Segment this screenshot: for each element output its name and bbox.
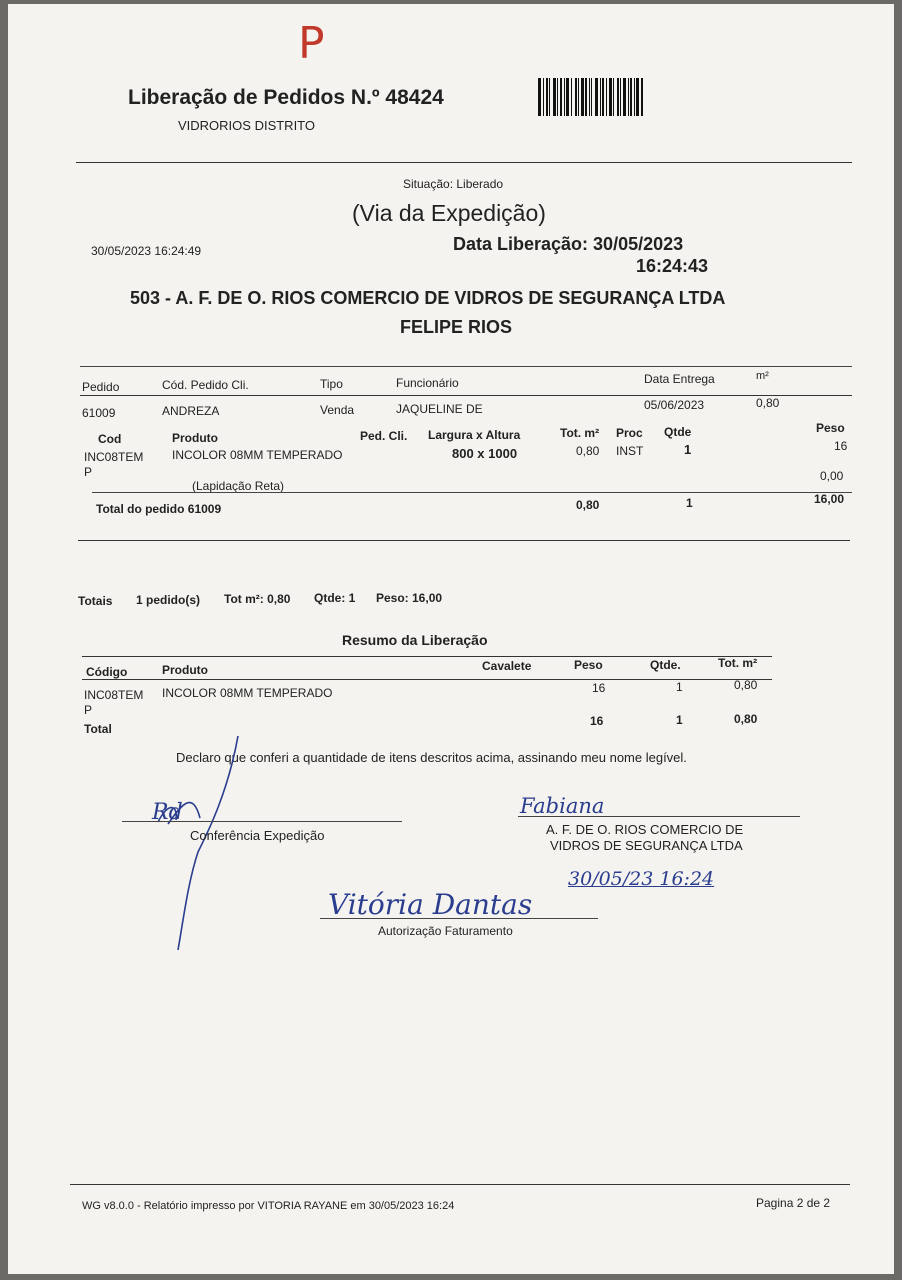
summary-cavalete-label: Cavalete <box>482 659 532 673</box>
declaration-text: Declaro que conferi a quantidade de itens descritos acima, assinando meu nome legível. <box>176 750 687 765</box>
header-divider <box>76 162 852 163</box>
item-dimensions: 800 x 1000 <box>452 446 518 461</box>
tipo-value: Venda <box>320 403 355 417</box>
summary-produto-label: Produto <box>162 663 208 677</box>
item-cod-line1: INC08TEM <box>84 450 144 464</box>
item-sub-desc: (Lapidação Reta) <box>192 479 285 493</box>
autorizacao-label: Autorização Faturamento <box>378 924 513 938</box>
client-sign-date: 30/05/23 16:24 <box>568 868 715 890</box>
cod-col-label: Cod <box>98 432 122 446</box>
item-total-divider <box>92 492 852 493</box>
order-total-qtde: 1 <box>686 496 693 510</box>
produto-col-label: Produto <box>172 431 218 445</box>
m2-label: m² <box>756 370 769 382</box>
data-liberacao: Data Liberação: 30/05/2023 <box>453 234 684 254</box>
footer-page: Pagina 2 de 2 <box>756 1196 831 1210</box>
client-signature: Fabiana <box>520 794 605 818</box>
totals-label: Totais <box>78 594 113 608</box>
client-sign-line2: VIDROS DE SEGURANÇA LTDA <box>550 838 743 853</box>
summary-peso-label: Peso <box>574 658 603 672</box>
pedido-value: 61009 <box>82 406 116 420</box>
totals-m2: Tot m²: 0,80 <box>224 592 291 606</box>
summary-total-qtde: 1 <box>676 713 683 727</box>
via-title: (Via da Expedição) <box>352 200 546 226</box>
tot-m2-col-label: Tot. m² <box>560 426 600 440</box>
order-bottom-divider <box>78 540 850 541</box>
summary-qtde: 1 <box>676 680 683 694</box>
largura-altura-col-label: Largura x Altura <box>428 428 521 442</box>
cod-pedido-cli-label: Cód. Pedido Cli. <box>162 378 249 392</box>
summary-top-divider <box>82 656 772 657</box>
summary-peso: 16 <box>592 681 606 695</box>
conferencia-signature: Rd <box>152 800 183 825</box>
funcionario-label: Funcionário <box>396 376 459 390</box>
summary-tot-m2-label: Tot. m² <box>718 656 758 670</box>
order-header-divider <box>80 395 852 396</box>
document-page <box>8 4 894 1274</box>
hora-liberacao: 16:24:43 <box>636 256 709 276</box>
item-qtde: 1 <box>684 442 692 457</box>
client-contact: FELIPE RIOS <box>400 317 513 337</box>
ped-cli-col-label: Ped. Cli. <box>360 429 408 443</box>
m2-value: 0,80 <box>756 396 780 410</box>
totals-peso: Peso: 16,00 <box>376 591 443 605</box>
client-name: 503 - A. F. DE O. RIOS COMERCIO DE VIDROS DE SEGURANÇA LTDA <box>130 288 726 308</box>
order-total-m2: 0,80 <box>576 498 600 512</box>
summary-codigo-label: Código <box>86 665 128 679</box>
order-top-divider <box>80 366 852 367</box>
company-unit: VIDRORIOS DISTRITO <box>178 118 315 133</box>
item-produto: INCOLOR 08MM TEMPERADO <box>172 448 343 462</box>
tipo-label: Tipo <box>320 377 343 391</box>
item-sub-peso: 0,00 <box>820 469 844 483</box>
handwritten-mark: P <box>298 18 325 69</box>
totals-qtde: Qtde: 1 <box>314 591 356 605</box>
order-total-peso: 16,00 <box>814 492 845 506</box>
item-proc: INST <box>616 444 644 458</box>
barcode-icon <box>538 78 676 116</box>
summary-codigo-line1: INC08TEM <box>84 688 144 702</box>
footer-printed-by: WG v8.0.0 - Relatório impresso por VITORIA RAYANE em 30/05/2023 16:24 <box>82 1200 455 1212</box>
summary-total-peso: 16 <box>590 714 604 728</box>
autorizacao-line <box>320 918 598 919</box>
item-tot-m2: 0,80 <box>576 444 600 458</box>
data-entrega-value: 05/06/2023 <box>644 398 705 412</box>
autorizacao-signature: Vitória Dantas <box>328 888 533 921</box>
conferencia-label: Conferência Expedição <box>190 828 325 843</box>
summary-codigo-line2: P <box>84 703 93 717</box>
situacao-text: Situação: Liberado <box>403 177 504 191</box>
cod-pedido-cli-value: ANDREZA <box>162 404 220 418</box>
data-entrega-label: Data Entrega <box>644 372 715 386</box>
summary-total-label: Total <box>84 722 112 736</box>
summary-tot-m2: 0,80 <box>734 678 758 692</box>
summary-total-tot-m2: 0,80 <box>734 712 758 726</box>
proc-col-label: Proc <box>616 426 643 440</box>
order-total-label: Total do pedido 61009 <box>96 502 222 516</box>
peso-col-label: Peso <box>816 421 845 435</box>
document-title: Liberação de Pedidos N.º 48424 <box>128 86 444 109</box>
item-peso: 16 <box>834 439 848 453</box>
item-cod-line2: P <box>84 465 93 479</box>
footer-divider <box>70 1184 850 1185</box>
totals-pedidos: 1 pedido(s) <box>136 593 201 607</box>
summary-title: Resumo da Liberação <box>342 632 488 648</box>
print-datetime: 30/05/2023 16:24:49 <box>91 244 202 258</box>
summary-header-divider <box>82 679 772 680</box>
qtde-col-label: Qtde <box>664 425 692 439</box>
conferencia-line <box>122 821 402 822</box>
summary-produto: INCOLOR 08MM TEMPERADO <box>162 686 333 700</box>
client-signature-line <box>518 816 800 817</box>
pedido-label: Pedido <box>82 380 120 394</box>
client-sign-line1: A. F. DE O. RIOS COMERCIO DE <box>546 822 744 837</box>
summary-qtde-label: Qtde. <box>650 658 681 672</box>
funcionario-value: JAQUELINE DE <box>396 402 483 416</box>
